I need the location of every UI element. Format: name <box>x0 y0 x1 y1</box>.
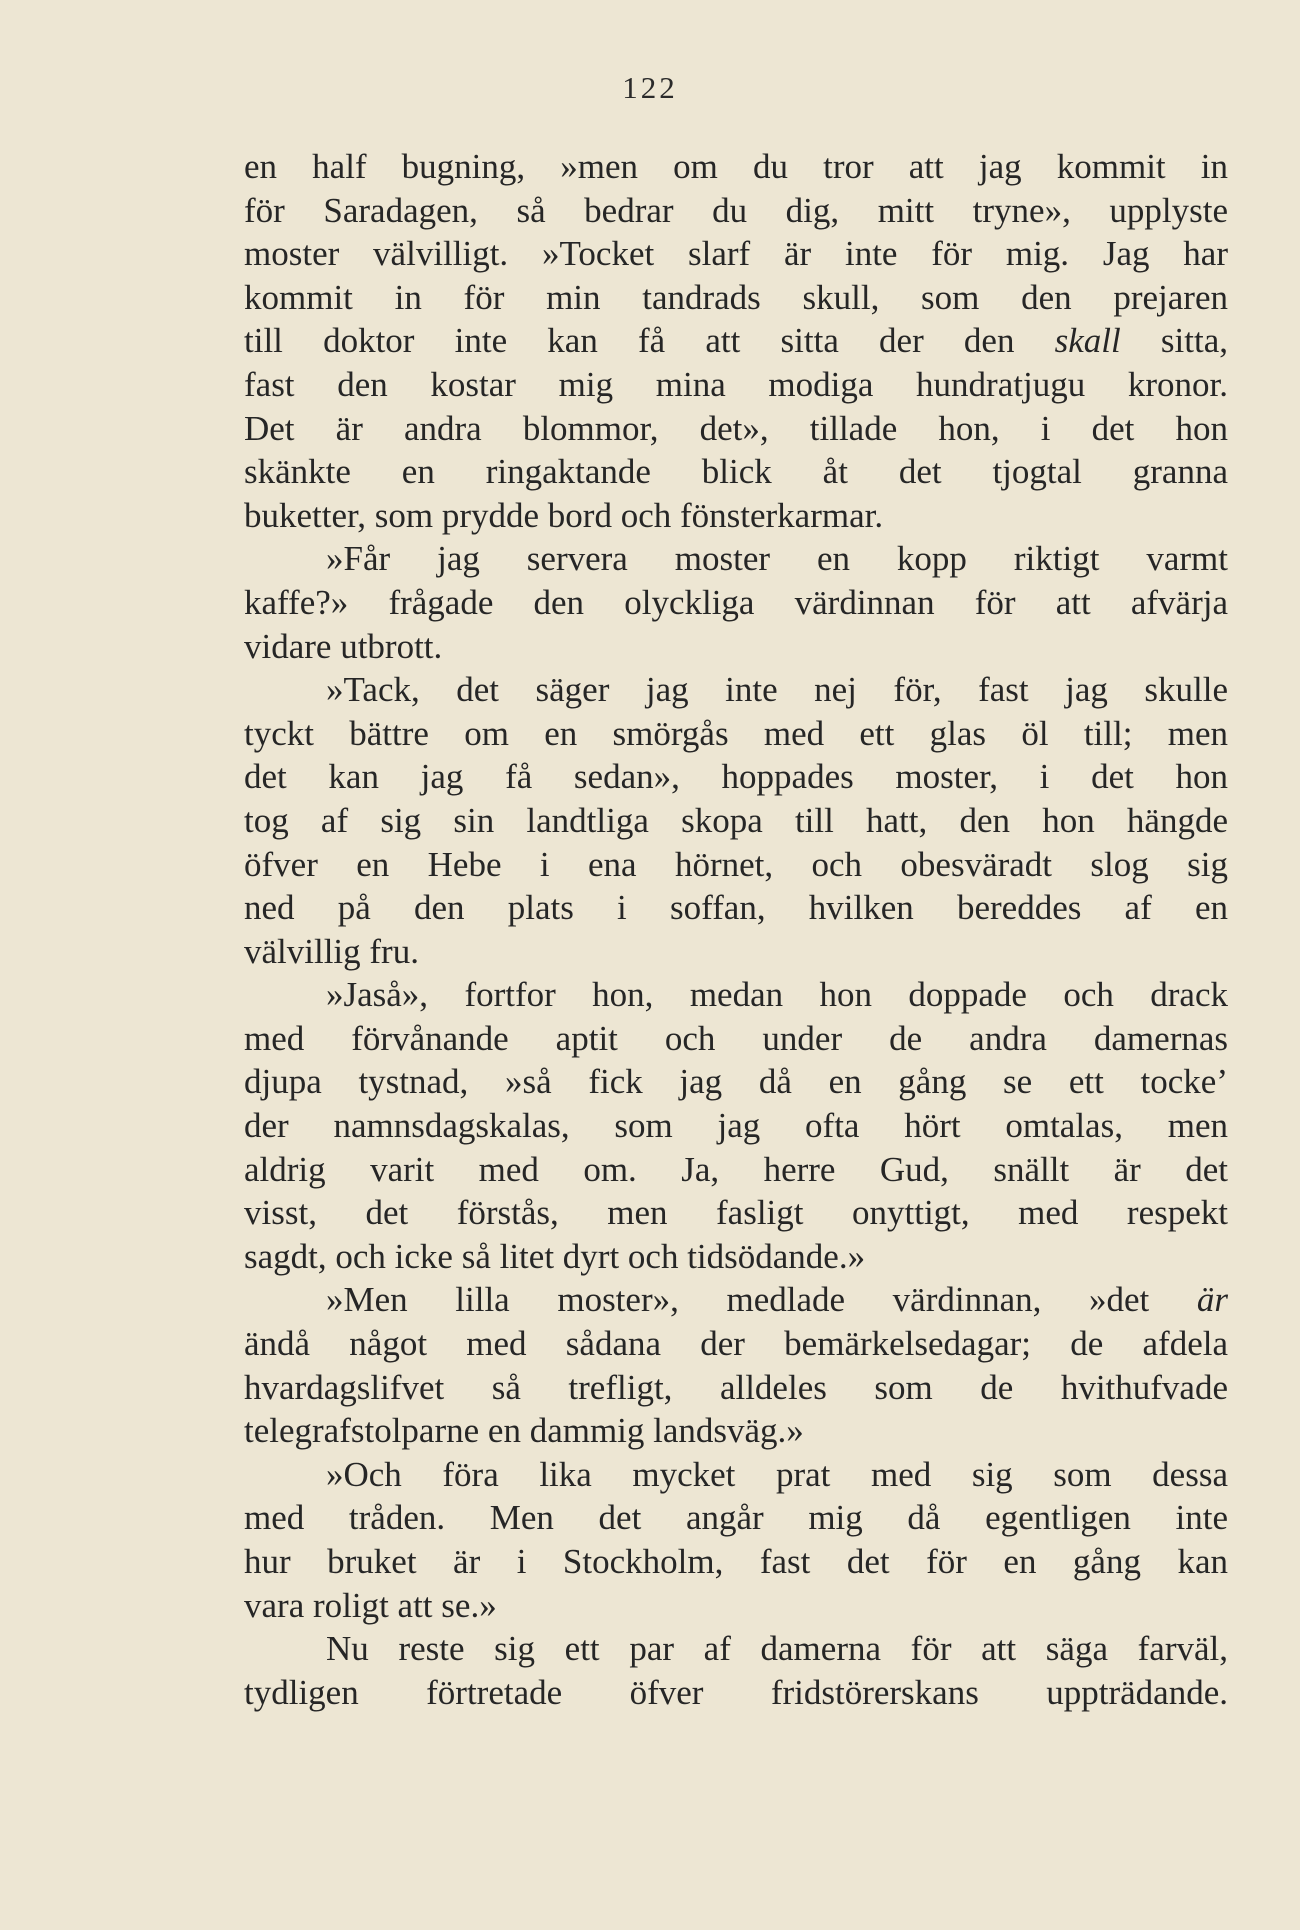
text-segment: »Får jag servera moster en kopp riktigt varmt <box>326 539 1228 579</box>
text-segment: tog af sig sin landtliga skopa till hatt, den hon hängde <box>244 800 1228 840</box>
text-segment: till doktor inte kan få att sitta der den <box>244 321 1055 361</box>
text-line <box>244 189 1228 233</box>
text-segment: öfver en Hebe i ena hörnet, och obesväradt slog sig <box>244 844 1228 884</box>
text-line <box>244 537 1228 581</box>
text-segment: aldrig varit med om. Ja, herre Gud, snällt är det <box>244 1149 1228 1189</box>
text-line <box>244 799 1228 843</box>
text-line <box>244 930 1228 974</box>
text-line <box>244 145 1228 189</box>
text-segment: moster välvilligt. »Tocket slarf är inte för mig. Jag har <box>244 234 1228 274</box>
text-line <box>244 1278 1228 1322</box>
text-line <box>244 1148 1228 1192</box>
text-line <box>244 407 1228 451</box>
text-segment: »Jaså», fortfor hon, medan hon doppade och drack <box>326 975 1228 1015</box>
text-segment: med förvånande aptit och under de andra damernas <box>244 1018 1228 1058</box>
text-line <box>244 450 1228 494</box>
text-segment: ändå något med sådana der bemärkelsedagar; de afdela <box>244 1324 1228 1364</box>
text-line <box>244 1627 1228 1671</box>
text-segment: Nu reste sig ett par af damerna för att säga farväl, <box>326 1629 1228 1669</box>
text-segment: skänkte en ringaktande blick åt det tjogtal granna <box>244 452 1228 492</box>
text-line <box>244 1017 1228 1061</box>
text-line <box>244 1671 1228 1715</box>
text-line <box>244 494 1228 538</box>
text-line <box>244 1235 1228 1279</box>
text-segment: sitta, <box>1120 321 1228 361</box>
text-segment: kommit in för min tandrads skull, som den prejaren <box>244 277 1228 317</box>
text-line <box>244 232 1228 276</box>
text-line <box>244 755 1228 799</box>
page-number: 122 <box>622 70 678 105</box>
text-line <box>244 1540 1228 1584</box>
text-segment: ned på den plats i soffan, hvilken bereddes af en <box>244 888 1228 928</box>
text-segment: tydligen förtretade öfver fridstörerskans uppträdande. <box>244 1672 1228 1712</box>
text-segment: sagdt, och icke så litet dyrt och tidsödande.» <box>244 1236 866 1276</box>
body-text <box>244 145 1228 1714</box>
text-segment: visst, det förstås, men fasligt onyttigt, med respekt <box>244 1193 1228 1233</box>
text-line <box>244 1191 1228 1235</box>
text-segment: hur bruket är i Stockholm, fast det för en gång kan <box>244 1542 1228 1581</box>
text-line <box>244 973 1228 1017</box>
text-line <box>244 363 1228 407</box>
text-line <box>244 1409 1228 1453</box>
text-line <box>244 886 1228 930</box>
text-line <box>244 1104 1228 1148</box>
text-line <box>244 276 1228 320</box>
text-line <box>244 581 1228 625</box>
text-line <box>244 625 1228 669</box>
text-line <box>244 712 1228 756</box>
italic-text: skall <box>1054 321 1121 361</box>
text-line <box>244 668 1228 712</box>
text-segment: Det är andra blommor, det», tillade hon, i det hon <box>244 408 1228 448</box>
text-segment: der namnsdagskalas, som jag ofta hört omtalas, men <box>244 1106 1228 1146</box>
text-segment: det kan jag få sedan», hoppades moster, i det hon <box>244 757 1228 797</box>
text-segment: djupa tystnad, »så fick jag då en gång se ett tocke’ <box>244 1062 1228 1102</box>
text-segment: »Men lilla moster», medlade värdinnan, »det <box>326 1280 1197 1320</box>
text-segment: välvillig fru. <box>244 931 419 971</box>
text-line <box>244 319 1228 363</box>
text-line <box>244 1496 1228 1540</box>
text-line <box>244 1366 1228 1410</box>
text-segment: vara roligt att se.» <box>244 1585 497 1625</box>
italic-text: är <box>1196 1280 1228 1320</box>
text-segment: en half bugning, »men om du tror att jag kommit in <box>244 147 1228 186</box>
text-segment: hvardagslifvet så trefligt, alldeles som de hvithufvade <box>244 1367 1228 1407</box>
text-segment: för Saradagen, så bedrar du dig, mitt tryne», upplyste <box>244 190 1228 230</box>
text-segment: telegrafstolparne en dammig landsväg.» <box>244 1411 804 1451</box>
text-line <box>244 1060 1228 1104</box>
text-segment: med tråden. Men det angår mig då egentligen inte <box>244 1498 1228 1538</box>
text-line <box>244 1453 1228 1497</box>
text-segment: vidare utbrott. <box>244 626 443 666</box>
text-line <box>244 1584 1228 1628</box>
text-segment: fast den kostar mig mina modiga hundratjugu kronor. <box>244 364 1228 404</box>
text-segment: »Och föra lika mycket prat med sig som dessa <box>326 1454 1228 1494</box>
text-segment: kaffe?» frågade den olyckliga värdinnan för att afvärja <box>244 582 1228 622</box>
text-segment: »Tack, det säger jag inte nej för, fast jag skulle <box>326 670 1228 710</box>
text-line <box>244 1322 1228 1366</box>
text-segment: tyckt bättre om en smörgås med ett glas öl till; men <box>244 713 1228 753</box>
text-segment: buketter, som prydde bord och fönsterkarmar. <box>244 495 884 535</box>
text-line <box>244 843 1228 887</box>
